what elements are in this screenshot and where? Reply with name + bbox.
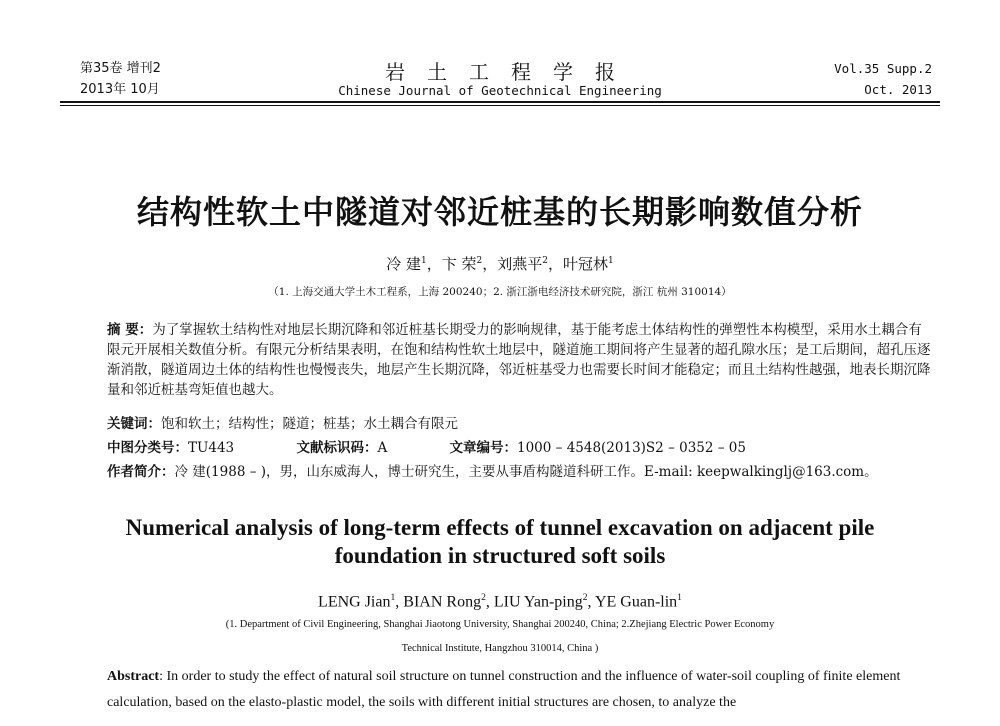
abstract-cn-label: 摘 要： <box>107 322 153 338</box>
author-bio-label: 作者简介： <box>107 464 175 480</box>
header-rule-bottom <box>60 105 940 106</box>
author-cn-3: 刘燕平 <box>497 255 543 273</box>
abstract-en <box>107 664 937 716</box>
authors-cn: 冷 建$^1$，卞 荣$^2$，刘燕平$^2$，叶冠林$^1$ <box>386 255 614 273</box>
author-cn-1: 冷 建 <box>386 255 421 273</box>
author-en-3: LIU Yan-ping <box>493 593 583 611</box>
affiliation-en-line-2: Technical Institute, Hangzhou 310014, China ) <box>401 643 599 654</box>
article-number: 1000 – 4548(2013)S2 – 0352 – 05 <box>517 440 746 456</box>
header-rule-top <box>60 101 940 103</box>
author-en-1: LENG Jian <box>318 593 391 611</box>
keywords-cn-label: 关键词： <box>107 416 161 432</box>
authors-en: LENG Jian$^1$, BIAN Rong$^2$, LIU Yan-ping$^2$, YE Guan-lin$^1$ <box>318 592 682 611</box>
affiliation-en-line-1: (1. Department of Civil Engineering, Shanghai Jiaotong University, Shanghai 200240, China; 2.Zhejiang Electric Power Economy <box>225 619 775 630</box>
document-code: A <box>377 440 388 456</box>
author-bio-text: 冷 建(1988 – )，男，山东威海人，博士研究生，主要从事盾构隧道科研工作。E-mail: keepwalkinglj@163.com。 <box>174 464 878 480</box>
volume-cn: 第35卷 增刊2 <box>80 61 161 76</box>
abstract-en-label: Abstract <box>107 669 160 684</box>
volume-en: Vol.35 Supp.2 <box>834 61 932 76</box>
date-en: Oct. 2013 <box>864 82 932 97</box>
author-cn-2: 卞 荣 <box>441 255 477 273</box>
journal-title-en: Chinese Journal of Geotechnical Engineering <box>338 83 662 98</box>
author-en-2: BIAN Rong <box>403 593 482 611</box>
abstract-en-text: : In order to study the effect of natural soil structure on tunnel construction and the influence of water-soil coupling of finite element calculation, based on the elasto-plastic model, the soils with different initial structures are chosen, to analyze the <box>107 669 901 710</box>
keywords-cn <box>107 414 933 434</box>
author-en-4: YE Guan-lin <box>594 593 678 611</box>
abstract-cn-text: 为了掌握软土结构性对地层长期沉降和邻近桩基长期受力的影响规律，基于能考虑土体结构性的弹塑性本构模型，采用水土耦合有限元开展相关数值分析。有限元分析结果表明，在饱和结构性软土地层中，隧道施工期间将产生显著的超孔隙水压；是工后期间，超孔压逐渐消散，隧道周边土体的结构性也慢慢丧失，地层产生长期沉降，邻近桩基受力也需要长时间才能稳定；而且土结构性越强，地表长期沉降量和邻近桩基弯矩值也越大。 <box>107 322 931 398</box>
paper-title-en: Numerical analysis of long-term effects of tunnel excavation on adjacent pile foundation in structured soft soils <box>125 515 875 568</box>
journal-title-cn: 岩土工程学报 <box>385 60 637 84</box>
paper-title-cn: 结构性软土中隧道对邻近桩基的长期影响数值分析 <box>136 193 863 231</box>
classification-line: 中图分类号：TU443 文献标识码：A 文章编号：1000 – 4548(2013)S2 – 0352 – 05 <box>107 440 746 456</box>
keywords-cn-text: 饱和软土；结构性；隧道；桩基；水土耦合有限元 <box>161 416 458 432</box>
clc-number: TU443 <box>188 440 235 456</box>
abstract-cn <box>107 320 933 400</box>
author-cn-4: 叶冠林 <box>563 255 609 273</box>
affiliation-cn: （1. 上海交通大学土木工程系，上海 200240；2. 浙江浙电经济技术研究院，浙江 杭州 310014） <box>268 286 732 298</box>
author-bio <box>107 462 933 482</box>
date-cn: 2013年 10月 <box>80 82 160 97</box>
